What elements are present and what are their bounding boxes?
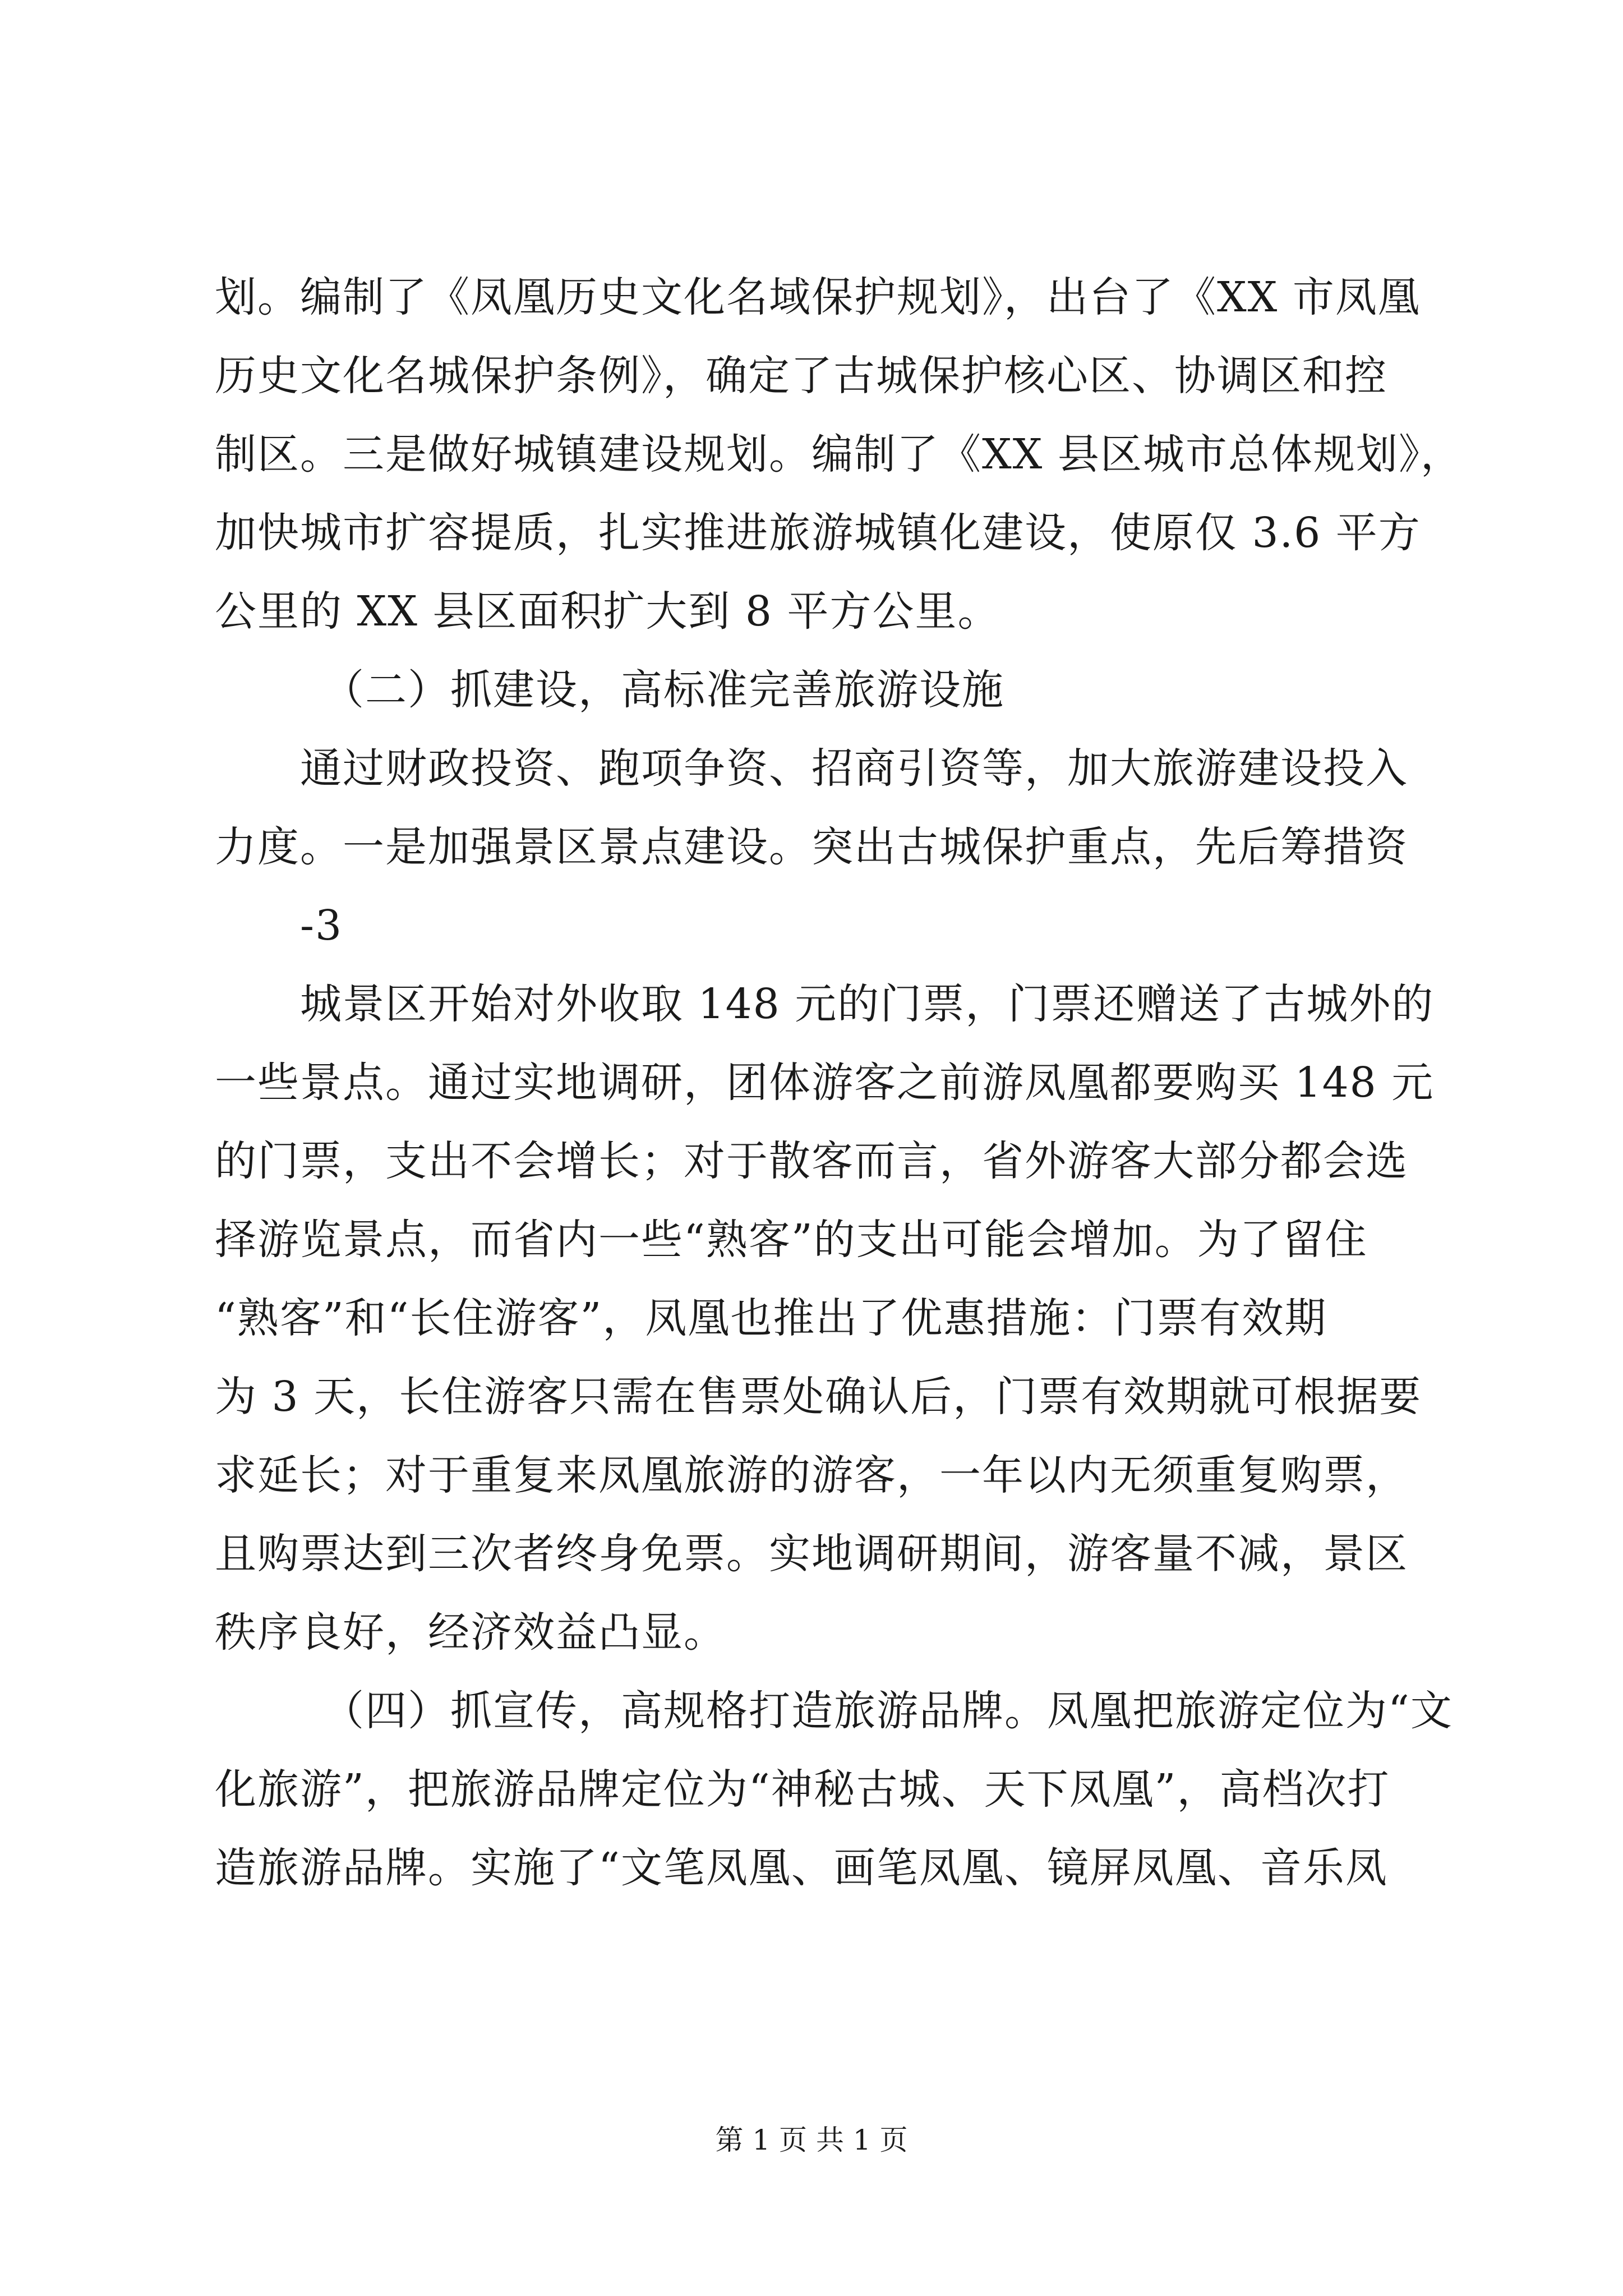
body-text-line: 力度。一是加强景区景点建设。突出古城保护重点，先后筹措资 bbox=[215, 823, 1408, 871]
body-text-line: 一些景点。通过实地调研，团体游客之前游凤凰都要购买 148 元 bbox=[215, 1059, 1435, 1107]
body-text-line: 秩序良好，经济效益凸显。 bbox=[215, 1608, 726, 1657]
section-heading: （二）抓建设，高标准完善旅游设施 bbox=[322, 666, 1004, 714]
body-text-line: 加快城市扩容提质，扎实推进旅游城镇化建设，使原仅 3.6 平方 bbox=[215, 509, 1421, 557]
body-text-line: 为 3 天，长住游客只需在售票处确认后，门票有效期就可根据要 bbox=[215, 1373, 1422, 1421]
body-text-line: 制区。三是做好城镇建设规划。编制了《XX 县区城市总体规划》， bbox=[215, 430, 1463, 478]
body-text-line: “熟客”和“长住游客”，凤凰也推出了优惠措施：门票有效期 bbox=[215, 1294, 1327, 1342]
body-text-line: 造旅游品牌。实施了“文笔凤凰、画笔凤凰、镜屏凤凰、音乐凤 bbox=[215, 1844, 1388, 1892]
body-text-line: 城景区开始对外收取 148 元的门票，门票还赠送了古城外的 bbox=[300, 980, 1435, 1028]
page-footer: 第 1 页 共 1 页 bbox=[715, 2124, 908, 2156]
body-text-line: 划。编制了《凤凰历史文化名域保护规划》，出台了《XX 市凤凰 bbox=[215, 273, 1421, 321]
body-text-line: 公里的 XX 县区面积扩大到 8 平方公里。 bbox=[215, 587, 1000, 636]
body-text-line: （四）抓宣传，高规格打造旅游品牌。凤凰把旅游定位为“文 bbox=[322, 1687, 1453, 1735]
body-text-line: 通过财政投资、跑项争资、招商引资等，加大旅游建设投入 bbox=[300, 744, 1408, 793]
body-text-line: 求延长；对于重复来凤凰旅游的游客，一年以内无须重复购票， bbox=[215, 1451, 1408, 1499]
body-text-line: 历史文化名城保护条例》，确定了古城保护核心区、协调区和控 bbox=[215, 352, 1387, 400]
body-text-line: 且购票达到三次者终身免票。实地调研期间，游客量不减，景区 bbox=[215, 1530, 1408, 1578]
body-text-line: 化旅游”，把旅游品牌定位为“神秘古城、天下凤凰”，高档次打 bbox=[215, 1765, 1390, 1814]
page-fragment-marker: -3 bbox=[300, 901, 343, 950]
body-text-line: 的门票，支出不会增长；对于散客而言，省外游客大部分都会选 bbox=[215, 1137, 1408, 1185]
body-text-line: 择游览景点，而省内一些“熟客”的支出可能会增加。为了留住 bbox=[215, 1216, 1368, 1264]
